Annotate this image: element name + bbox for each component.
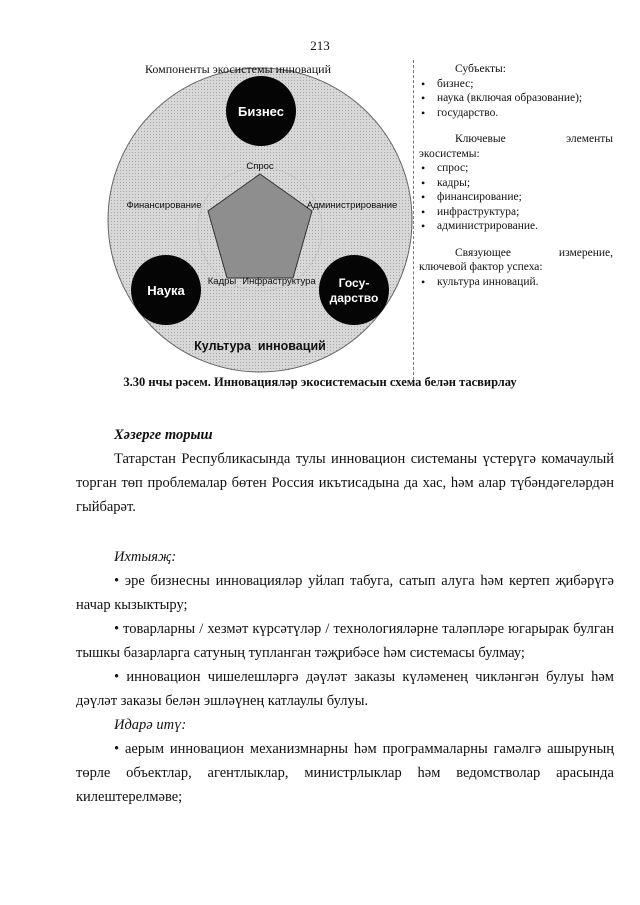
list-item: • кадры; bbox=[419, 176, 613, 191]
science-label: Наука bbox=[147, 283, 185, 298]
list-item: • финансирование; bbox=[419, 190, 613, 205]
infrastructure-label: Инфраструктура bbox=[242, 276, 316, 287]
list-item: • инфраструктура; bbox=[419, 205, 613, 220]
figure-caption: 3.30 нчы рәсем. Инновацияләр экосистемасын схема белән тасвирлау bbox=[123, 375, 517, 389]
page-number: 213 bbox=[310, 38, 330, 53]
administration-label: Администрирование bbox=[306, 200, 398, 211]
state-label-line2: дарство bbox=[329, 291, 379, 305]
demand-label: Спрос bbox=[246, 161, 274, 172]
list-item: • спрос; bbox=[419, 161, 613, 176]
demand-heading: Ихтыяҗ: bbox=[114, 549, 177, 565]
demand-item: • эре бизнесны инновацияләр уйлап табуга, сатып алуга һәм кертеп җибәрүгә начар кызыктыру; bbox=[76, 573, 614, 613]
body-text-demand bbox=[76, 545, 614, 809]
linking-title-line2: ключевой фактор успеха: bbox=[419, 261, 543, 273]
ecosystem-figure bbox=[0, 56, 640, 386]
list-item: • администрирование. bbox=[419, 219, 613, 234]
current-state-heading: Хәзерге торыш bbox=[114, 427, 213, 443]
list-item: • наука (включая образование); bbox=[419, 91, 613, 106]
current-state-paragraph: Татарстан Республикасында тулы инновацион системаны үстерүгә комачаулый торган төп проблемалар бөтен Россия икътисадына да хас, һәм алар түбәндәгеләрдән гыйбарәт. bbox=[76, 451, 614, 515]
body-text bbox=[76, 423, 614, 519]
elements-title-line1: Ключевые элементы bbox=[455, 133, 613, 145]
linking-title-line1: Связующее измерение, bbox=[455, 246, 613, 259]
list-item: • культура инноваций. bbox=[419, 275, 613, 290]
elements-title-line2: экосистемы: bbox=[419, 147, 480, 160]
demand-item: • товарларны / хезмәт күрсәтүләр / технологияләрне таләпләре югарырак булган тышкы базарларга сатуның тупланган тәҗрибәсе һәм системасы булмау; bbox=[76, 621, 614, 661]
business-label: Бизнес bbox=[238, 104, 284, 119]
subjects-title: Субъекты: bbox=[455, 63, 506, 75]
management-item: • аерым инновацион механизмнарны һәм программаларны гамәлгә ашыруның төрле объектлар, агентлыклар, министрлыклар һәм ведомстволар арасында килештерелмәве; bbox=[76, 741, 614, 805]
elements-list bbox=[419, 161, 613, 234]
personnel-label: Кадры bbox=[207, 276, 237, 287]
management-heading: Идарә итү: bbox=[114, 717, 187, 733]
list-item: • бизнес; bbox=[419, 77, 613, 92]
culture-label: Культура инноваций bbox=[194, 339, 326, 353]
legend-divider bbox=[413, 60, 414, 380]
list-item: • государство. bbox=[419, 106, 613, 121]
state-label-line1: Госу- bbox=[338, 276, 370, 290]
legend bbox=[419, 62, 613, 301]
diagram-title: Компоненты экосистемы инноваций bbox=[144, 62, 331, 76]
financing-label: Финансирование bbox=[126, 200, 202, 211]
subjects-list bbox=[419, 77, 613, 121]
linking-list bbox=[419, 275, 613, 290]
state-node bbox=[319, 255, 389, 325]
demand-item: • инновацион чишелешләргә дәүләт заказы күләменең чикләнгән булуы һәм дәүләт заказы белән эшләүнең катлаулы булуы. bbox=[76, 669, 614, 709]
